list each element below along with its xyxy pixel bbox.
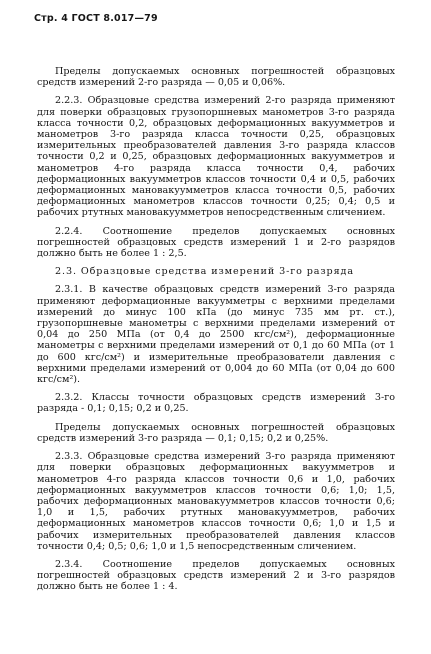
paragraph-2-2-2-limits: Пределы допускаемых основных погрешностей образцовых средств измерений 2-го разряда — 0,05 и 0,06%. xyxy=(37,66,395,89)
section-heading-2-3: 2.3. Образцовые средства измерений 3-го разряда xyxy=(55,266,354,278)
paragraph-2-3-3: 2.3.3. Образцовые средства измерений 3-го разряда применяют для поверки образцовых деформационных вакуумметров и манометров 4-го разряда классов точности 0,6 и 1,0, рабочих деформационных вакуумметров классов точности 0,6; 1,0; 1,5, рабочих деформационных мановакуумметров классов точности 0,6; 1,0 и 1,5, рабочих ртутных мановакуумметров, рабочих деформационных манометров классов точности 0,6; 1,0 и 1,5 и рабочих измерительных преобразователей давления классов точности 0,4; 0,5; 0,6; 1,0 и 1,5 непосредственным сличением. xyxy=(37,451,395,552)
paragraph-2-3-4: 2.3.4. Соотношение пределов допускаемых основных погрешностей образцовых средств измерений 2 и 3-го разрядов должно быть не более 1 : 4. xyxy=(37,558,395,593)
paragraph-2-2-3: 2.2.3. Образцовые средства измерений 2-го разряда применяют для поверки образцовых грузопоршневых манометров 3-го разряда класса точности 0,2, образцовых деформационных вакуумметров и манометров 3-го разряда класса точности 0,25, образцовых измерительных преобразователей давления 3-го разряда классов точности 0,2 и 0,25, образцовых деформационных вакуумметров и манометров 4-го разряда класса точности 0,4, рабочих деформационных вакуумметров классов точности 0,4 и 0,5, рабочих деформационных мановакуумметров класса точности 0,5, рабочих деформационных манометров классов точности 0,25; 0,4; 0,5 и рабочих ртутных мановакуумметров непосредственным сличением. xyxy=(37,95,395,219)
paragraph-2-2-4: 2.2.4. Соотношение пределов допускаемых основных погрешностей образцовых средств измерений 1 и 2-го разрядов должно быть не более 1 : 2,5. xyxy=(37,225,395,260)
paragraph-2-3-2-limits: Пределы допускаемых основных погрешностей образцовых средств измерений 3-го разряда — 0,1; 0,15; 0,2 и 0,25%. xyxy=(37,421,395,444)
paragraph-2-3-1: 2.3.1. В качестве образцовых средств измерений 3-го разряда применяют деформационные вакуумметры с верхними пределами измерений до минус 100 кПа (до минус 735 мм рт. ст.), грузопоршневые манометры с верхними пределами измерений от 0,04 до 250 МПа (от 0,4 до 2500 кгс/см²), деформационные манометры с верхними пределами измерений от 0,1 до 60 МПа (от 1 до 600 кгс/см²) и измерительные преобразователи давления с верхними пределами измерений от 0,004 до 60 МПа (от 0,04 до 600 кгс/см²). xyxy=(37,284,395,386)
document-body xyxy=(37,66,395,600)
paragraph-2-3-2: 2.3.2. Классы точности образцовых средств измерений 3-го разряда - 0,1; 0,15; 0,2 и 0,25. xyxy=(37,392,395,415)
page-header: Стр. 4 ГОСТ 8.017—79 xyxy=(34,13,158,24)
